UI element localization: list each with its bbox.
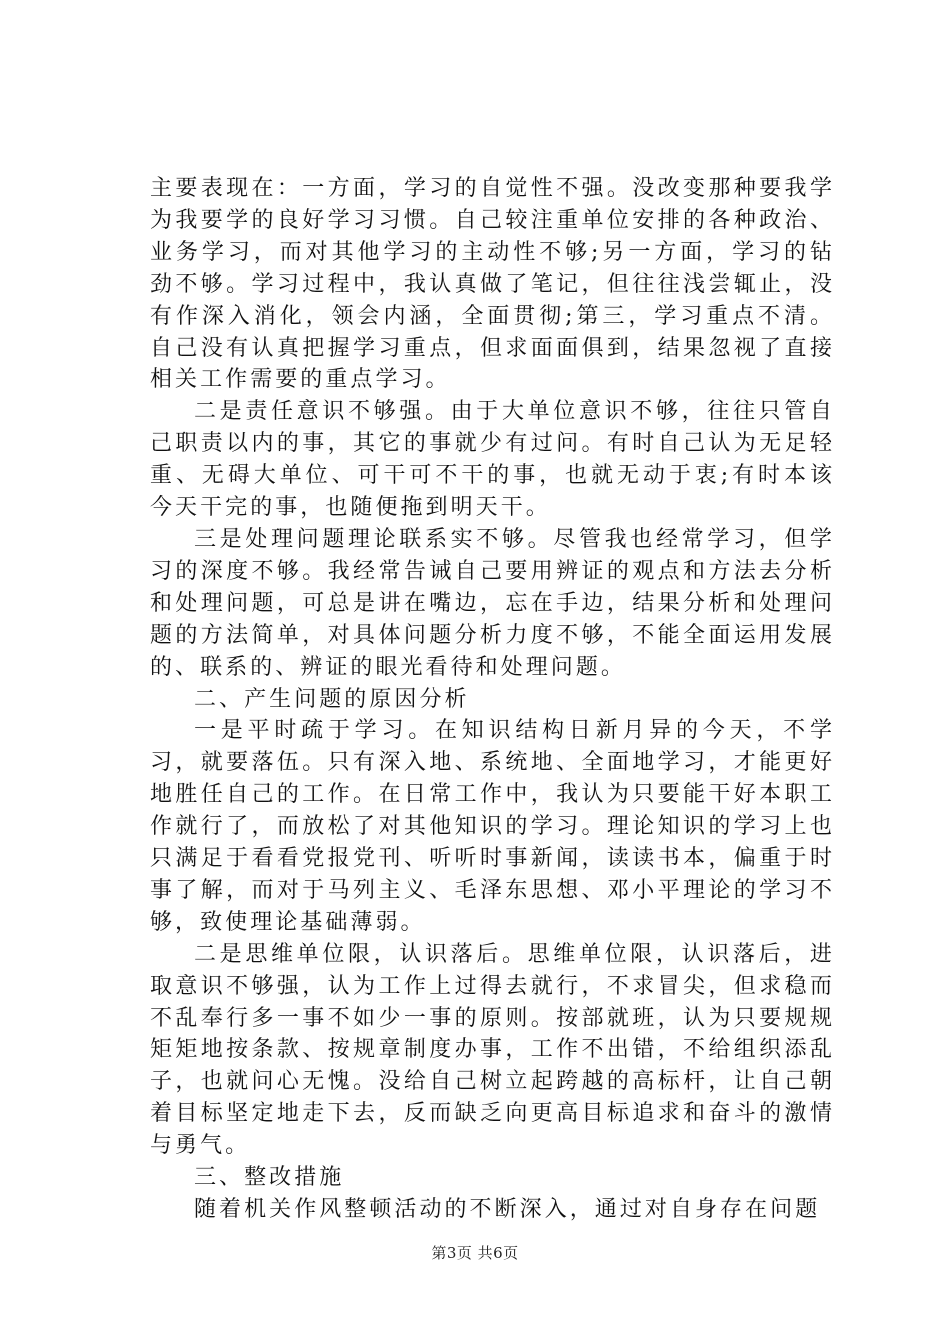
page-number-footer: 第3页 共6页 — [431, 1244, 519, 1262]
paragraph-5: 二是思维单位限，认识落后。思维单位限，认识落后，进取意识不够强，认为工作上过得去就行，不求冒尖，但求稳而不乱奉行多一事不如少一事的原则。按部就班，认为只要规规矩矩地按条款、按规章制度办事，工作不出错，不给组织添乱子，也就问心无愧。没给自己树立起跨越的高标杆，让自己朝着目标坚定地走下去，反而缺乏向更高目标追求和奋斗的激情与勇气。 — [150, 941, 835, 1159]
section-heading-measures: 三、整改措施 — [194, 1165, 345, 1191]
document-body — [150, 173, 835, 1226]
paragraph-3: 三是处理问题理论联系实不够。尽管我也经常学习，但学习的深度不够。我经常告诫自己要用辨证的观点和方法去分析和处理问题，可总是讲在嘴边，忘在手边，结果分析和处理问题的方法简单，对具体问题分析力度不够，不能全面运用发展的、联系的、辨证的眼光看待和处理问题。 — [150, 526, 835, 680]
paragraph-6: 随着机关作风整顿活动的不断深入，通过对自身存在问题 — [194, 1197, 821, 1222]
section-heading-causes: 二、产生问题的原因分析 — [194, 686, 470, 712]
paragraph-4: 一是平时疏于学习。在知识结构日新月异的今天，不学习，就要落伍。只有深入地、系统地、全面地学习，才能更好地胜任自己的工作。在日常工作中，我认为只要能干好本职工作就行了，而放松了对其他知识的学习。理论知识的学习上也只满足于看看党报党刊、听听时事新闻，读读书本，偏重于时事了解，而对于马列主义、毛泽东思想、邓小平理论的学习不够，致使理论基础薄弱。 — [150, 718, 835, 935]
paragraph-2: 二是责任意识不够强。由于大单位意识不够，往往只管自己职责以内的事，其它的事就少有过问。有时自己认为无足轻重、无碍大单位、可干可不干的事，也就无动于衷;有时本该今天干完的事，也随便拖到明天干。 — [150, 399, 835, 521]
paragraph-1: 主要表现在：一方面，学习的自觉性不强。没改变那种要我学为我要学的良好学习习惯。自己较注重单位安排的各种政治、业务学习，而对其他学习的主动性不够;另一方面，学习的钻劲不够。学习过程中，我认真做了笔记，但往往浅尝辄止，没有作深入消化，领会内涵，全面贯彻;第三，学习重点不清。自己没有认真把握学习重点，但求面面俱到，结果忽视了直接相关工作需要的重点学习。 — [150, 176, 835, 393]
